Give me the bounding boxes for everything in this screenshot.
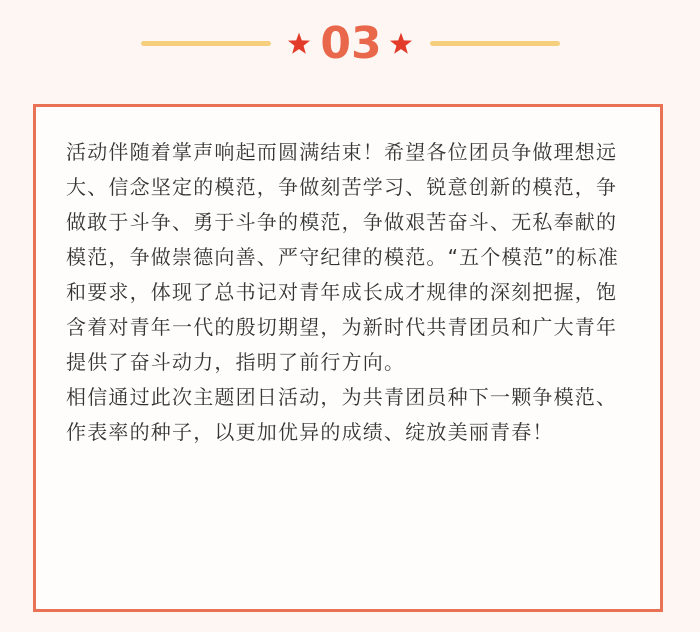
article-body: [66, 135, 636, 450]
star-icon: [388, 31, 414, 57]
paragraph: 活动伴随着掌声响起而圆满结束！希望各位团员争做理想远大、信念坚定的模范，争做刻苦学习、锐意创新的模范，争做敢于斗争、勇于斗争的模范，争做艰苦奋斗、无私奉献的模范，争做崇德向善、严守纪律的模范。“五个模范”的标准和要求，体现了总书记对青年成长成才规律的深刻把握，饱含着对青年一代的殷切期望，为新时代共青团员和广大青年提供了奋斗动力，指明了前行方向。: [66, 140, 620, 374]
right-decorative-line: [430, 41, 560, 46]
section-header: [0, 0, 700, 90]
section-number: 03: [320, 18, 382, 69]
paragraph: 相信通过此次主题团日活动，为共青团员种下一颗争模范、作表率的种子，以更加优异的成绩、绽放美丽青春！: [66, 385, 618, 444]
left-decorative-line: [141, 41, 271, 46]
star-icon: [286, 31, 312, 57]
content-card: [33, 104, 663, 612]
